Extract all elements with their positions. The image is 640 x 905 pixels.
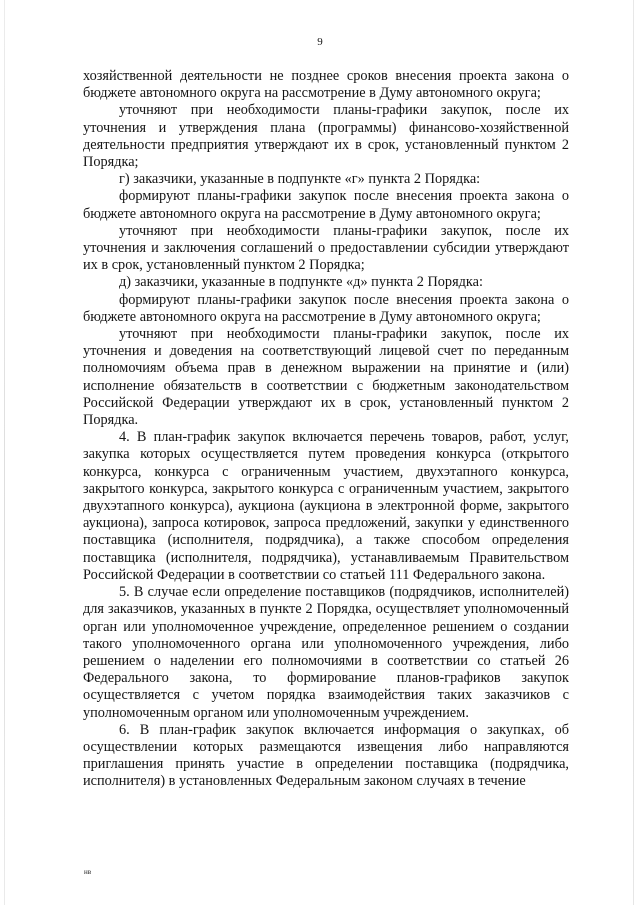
paragraph-continuation: хозяйственной деятельности не позднее сроков внесения проекта закона о бюджете автономного округа на рассмотрение в Думу автономного округа; <box>83 68 569 102</box>
paragraph-item-4: 4. В план-график закупок включается перечень товаров, работ, услуг, закупка которых осуществляется путем проведения конкурса (открытого конкурса, конкурса с ограниченным участием, двухэтапного конкурса, закрытого конкурса, закрытого конкурса с ограниченным участием, закрытого двухэтапного конкурса), аукциона (аукциона в электронной форме, закрытого аукциона), запроса котировок, запроса предложений, закупки у единственного поставщика (исполнителя, подрядчика), а также способом определения поставщика (исполнителя, подрядчика), устанавливаемым Правительством Российской Федерации в соответствии со статьей 111 Федерального закона. <box>83 429 569 583</box>
paragraph: формируют планы-графики закупок после внесения проекта закона о бюджете автономного округа на рассмотрение в Думу автономного округа; <box>83 291 569 325</box>
scan-edge-right <box>633 0 634 905</box>
page-number: 9 <box>317 36 323 48</box>
paragraph: уточняют при необходимости планы-графики закупок, после их уточнения и доведения на соответствующий лицевой счет по переданным полномочиям объема прав в денежном выражении на принятие и (или) исполнение обязательств в соответствии с бюджетным законодательством Российской Федерации утверждают их в срок, установленный пунктом 2 Порядка. <box>83 326 569 429</box>
paragraph-item-5: 5. В случае если определение поставщиков (подрядчиков, исполнителей) для заказчиков, указанных в пункте 2 Порядка, осуществляет уполномоченный орган или уполномоченное учреждение, определенное решением о создании такого уполномоченного органа или уполномоченного учреждения, либо решением о наделении его полномочиями в соответствии со статьей 26 Федерального закона, то формирование планов-графиков закупок осуществляется с учетом порядка взаимодействия таких заказчиков с уполномоченным органом или уполномоченным учреждением. <box>83 584 569 721</box>
paragraph-subitem-d: д) заказчики, указанные в подпункте «д» пункта 2 Порядка: <box>119 274 483 291</box>
paragraph: формируют планы-графики закупок после внесения проекта закона о бюджете автономного округа на рассмотрение в Думу автономного округа; <box>83 188 569 222</box>
document-body <box>83 68 569 791</box>
paragraph-item-6: 6. В план-график закупок включается информация о закупках, об осуществлении которых размещаются извещения либо направляются приглашения принять участие в определении поставщика (подрядчика, исполнителя) в установленных Федеральным законом случаях в течение <box>83 721 569 790</box>
paragraph: уточняют при необходимости планы-графики закупок, после их уточнения и утверждения плана (программы) финансово-хозяйственной деятельности предприятия утверждают их в срок, установленный пунктом 2 Порядка; <box>83 102 569 171</box>
paragraph: уточняют при необходимости планы-графики закупок, после их уточнения и заключения соглашений о предоставлении субсидии утверждают их в срок, установленный пунктом 2 Порядка; <box>83 222 569 274</box>
footer-mark: нв <box>84 868 92 876</box>
paragraph-subitem-g: г) заказчики, указанные в подпункте «г» пункта 2 Порядка: <box>119 171 481 188</box>
scan-edge-left <box>4 0 5 905</box>
